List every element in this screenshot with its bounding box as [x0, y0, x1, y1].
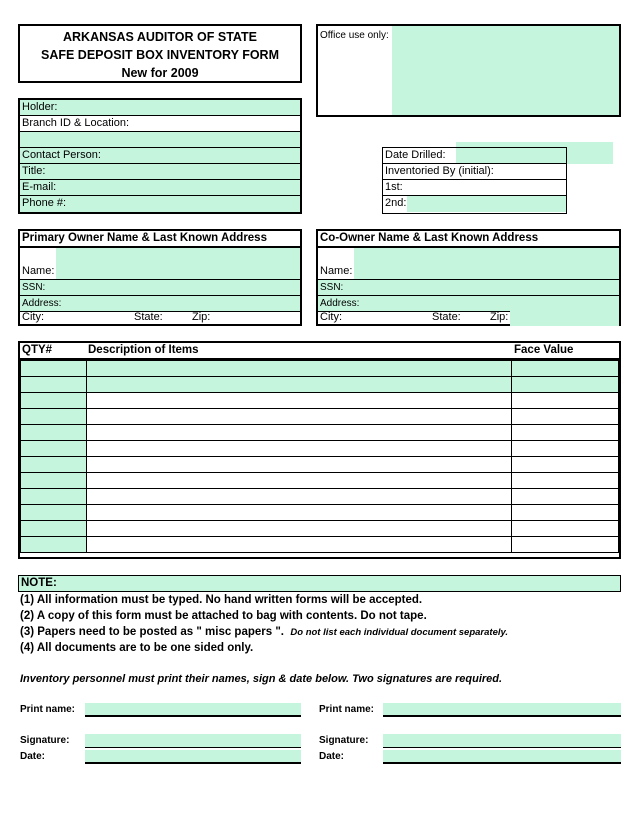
face-value-cell[interactable]: [512, 505, 619, 521]
table-row: [21, 505, 619, 521]
signature-label-left: Signature:: [20, 735, 70, 746]
table-row: [21, 425, 619, 441]
co-owner-section: [316, 229, 621, 326]
branch-field[interactable]: [20, 132, 300, 148]
email-row[interactable]: [20, 180, 300, 196]
face-value-cell[interactable]: [512, 361, 619, 377]
form-title-line2: SAFE DEPOSIT BOX INVENTORY FORM: [41, 48, 279, 62]
face-value-cell[interactable]: [512, 457, 619, 473]
qty-cell[interactable]: [21, 377, 87, 393]
table-row: [21, 473, 619, 489]
primary-owner-header: Primary Owner Name & Last Known Address: [20, 231, 300, 248]
title-row[interactable]: [20, 164, 300, 180]
note-line-3: [20, 626, 508, 638]
signature-field-right[interactable]: [383, 734, 621, 748]
date-drilled-label: Date Drilled:: [385, 149, 446, 161]
qty-cell[interactable]: [21, 361, 87, 377]
face-value-cell[interactable]: [512, 489, 619, 505]
face-value-cell[interactable]: [512, 393, 619, 409]
qty-cell[interactable]: [21, 473, 87, 489]
description-cell[interactable]: [87, 457, 512, 473]
description-cell[interactable]: [87, 409, 512, 425]
description-cell[interactable]: [87, 505, 512, 521]
signature-field-left[interactable]: [85, 734, 301, 748]
qty-cell[interactable]: [21, 393, 87, 409]
branch-row[interactable]: [20, 116, 300, 132]
items-body: [20, 360, 619, 557]
phone-row[interactable]: [20, 196, 300, 212]
table-row: [21, 489, 619, 505]
items-header-row: [20, 343, 619, 360]
qty-cell[interactable]: [21, 505, 87, 521]
inventoried-row: [383, 164, 566, 180]
note-line-1: (1) All information must be typed. No hand written forms will be accepted.: [20, 594, 423, 606]
note-line-2: (2) A copy of this form must be attached to bag with contents. Do not tape.: [20, 610, 427, 622]
co-ssn-row[interactable]: [318, 280, 619, 296]
holder-section: [18, 98, 302, 214]
form-title-box: [18, 24, 302, 83]
second-field[interactable]: [407, 196, 566, 212]
face-value-header: Face Value: [514, 344, 574, 356]
primary-name-field[interactable]: [56, 248, 300, 279]
print-name-field-right[interactable]: [383, 703, 621, 717]
description-cell[interactable]: [87, 489, 512, 505]
co-state-label: State:: [432, 311, 461, 323]
first-row[interactable]: [383, 180, 566, 196]
face-value-cell[interactable]: [512, 425, 619, 441]
primary-ssn-row[interactable]: [20, 280, 300, 296]
office-use-box: [316, 24, 621, 117]
holder-label: Holder:: [22, 101, 58, 113]
note-line-3-italic: Do not list each individual document separately.: [290, 627, 509, 638]
description-cell[interactable]: [87, 521, 512, 537]
qty-cell[interactable]: [21, 409, 87, 425]
co-city-row[interactable]: [318, 310, 619, 326]
qty-cell[interactable]: [21, 441, 87, 457]
note-label: NOTE:: [21, 577, 57, 589]
contact-person-row[interactable]: [20, 148, 300, 164]
description-cell[interactable]: [87, 361, 512, 377]
qty-header: QTY#: [22, 344, 53, 356]
first-label: 1st:: [385, 181, 403, 193]
face-value-cell[interactable]: [512, 473, 619, 489]
title-label: Title:: [22, 165, 46, 177]
primary-state-label: State:: [134, 311, 163, 323]
qty-cell[interactable]: [21, 425, 87, 441]
face-value-cell[interactable]: [512, 521, 619, 537]
qty-cell[interactable]: [21, 537, 87, 553]
date-drilled-row: [383, 148, 566, 164]
co-address-label: Address:: [320, 298, 360, 309]
primary-address-label: Address:: [22, 298, 62, 309]
table-row: [21, 441, 619, 457]
face-value-cell[interactable]: [512, 537, 619, 553]
description-cell[interactable]: [87, 473, 512, 489]
table-row: [21, 521, 619, 537]
signature-label-right: Signature:: [319, 735, 369, 746]
qty-cell[interactable]: [21, 521, 87, 537]
description-cell[interactable]: [87, 441, 512, 457]
co-name-label: Name:: [320, 265, 353, 277]
description-header: Description of Items: [88, 344, 199, 356]
co-city-label: City:: [320, 311, 342, 323]
primary-city-row[interactable]: [20, 310, 300, 326]
co-name-field[interactable]: [354, 248, 619, 279]
co-ssn-label: SSN:: [320, 282, 344, 293]
print-name-field-left[interactable]: [85, 703, 301, 717]
print-name-label-right: Print name:: [319, 704, 375, 715]
face-value-cell[interactable]: [512, 441, 619, 457]
date-field-right[interactable]: [383, 750, 621, 764]
email-label: E-mail:: [22, 181, 57, 193]
description-cell[interactable]: [87, 425, 512, 441]
holder-row[interactable]: [20, 100, 300, 116]
primary-city-label: City:: [22, 311, 44, 323]
co-owner-header: Co-Owner Name & Last Known Address: [318, 231, 619, 248]
table-row: [21, 537, 619, 553]
second-row[interactable]: [383, 196, 566, 212]
description-cell[interactable]: [87, 393, 512, 409]
branch-label: Branch ID & Location:: [22, 117, 130, 129]
items-body-table: [20, 360, 619, 553]
face-value-cell[interactable]: [512, 409, 619, 425]
drill-section: [382, 147, 567, 214]
office-use-field[interactable]: [392, 26, 619, 115]
primary-owner-section: [18, 229, 302, 326]
phone-label: Phone #:: [22, 197, 67, 209]
second-label: 2nd:: [385, 197, 407, 209]
date-field-left[interactable]: [85, 750, 301, 764]
form-title-line1: ARKANSAS AUDITOR OF STATE: [63, 30, 257, 44]
table-row: [21, 361, 619, 377]
primary-name-label: Name:: [22, 265, 55, 277]
qty-cell[interactable]: [21, 489, 87, 505]
primary-zip-label: Zip:: [192, 311, 211, 323]
co-name-row[interactable]: [318, 248, 619, 280]
table-row: [21, 393, 619, 409]
primary-name-row[interactable]: [20, 248, 300, 280]
items-table: [18, 341, 621, 559]
form-title-line3: New for 2009: [121, 66, 199, 80]
qty-cell[interactable]: [21, 457, 87, 473]
signature-instructions: Inventory personnel must print their names, sign & date below. Two signatures are required.: [20, 673, 503, 685]
co-zip-field[interactable]: [510, 310, 619, 326]
table-row: [21, 409, 619, 425]
contact-person-label: Contact Person:: [22, 149, 101, 161]
description-cell[interactable]: [87, 537, 512, 553]
note-line-4: (4) All documents are to be one sided only.: [20, 642, 254, 654]
note-bar: [18, 575, 621, 592]
description-cell[interactable]: [87, 377, 512, 393]
note-line-3-text: (3) Papers need to be posted as " misc papers ".: [20, 626, 284, 638]
face-value-cell[interactable]: [512, 377, 619, 393]
primary-ssn-label: SSN:: [22, 282, 46, 293]
print-name-label-left: Print name:: [20, 704, 76, 715]
date-label-left: Date:: [20, 751, 46, 762]
co-zip-label: Zip:: [490, 311, 509, 323]
table-row: [21, 377, 619, 393]
inventoried-label: Inventoried By (initial):: [385, 165, 494, 177]
table-row: [21, 457, 619, 473]
date-label-right: Date:: [319, 751, 345, 762]
office-use-label: Office use only:: [320, 30, 389, 41]
